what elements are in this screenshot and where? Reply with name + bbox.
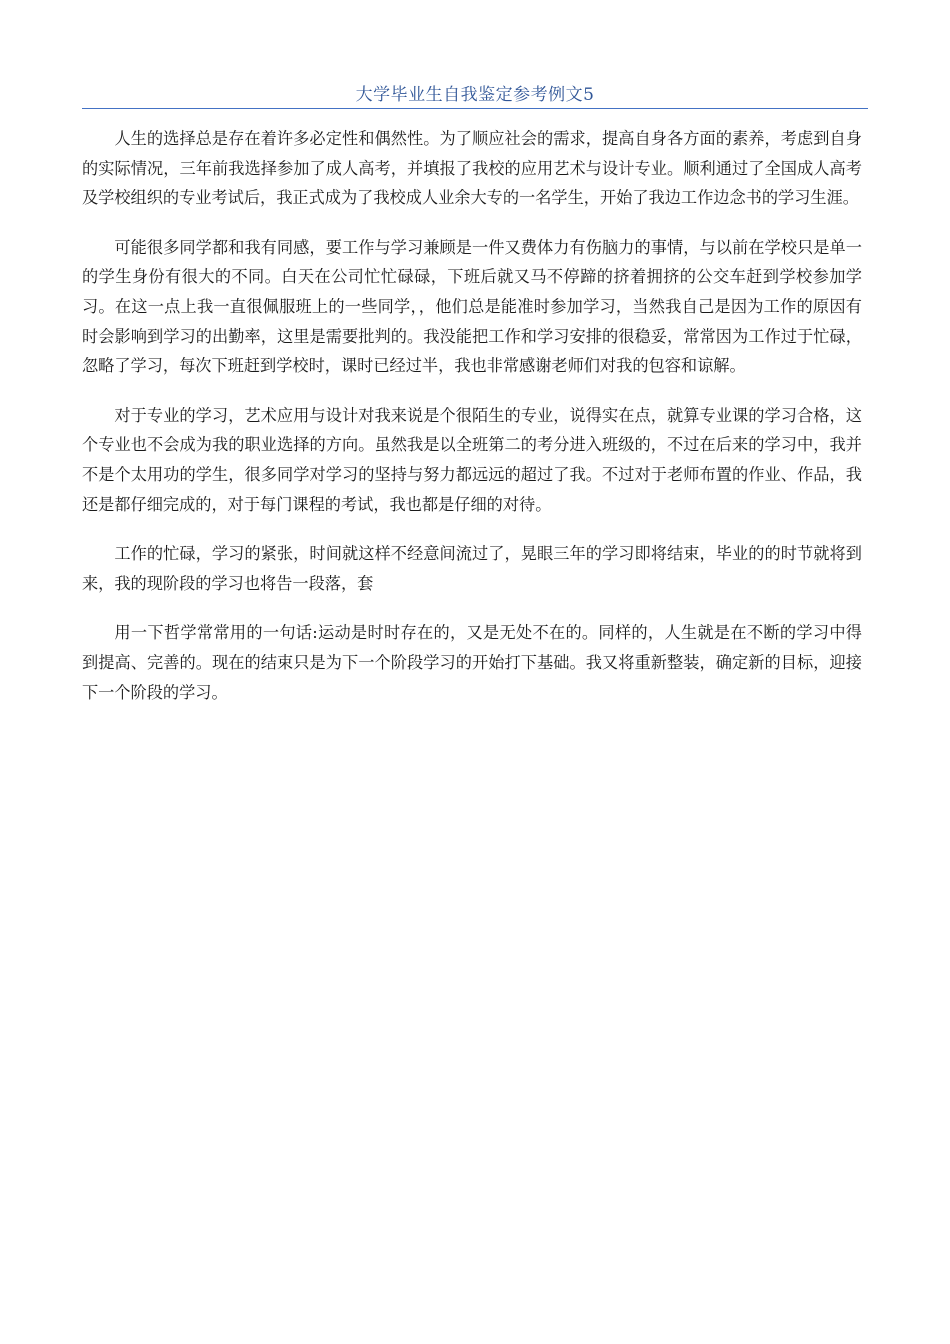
paragraph-4: 工作的忙碌，学习的紧张，时间就这样不经意间流过了，晃眼三年的学习即将结束，毕业的的时节就将到来，我的现阶段的学习也将告一段落，套 bbox=[82, 544, 862, 593]
paragraph-2: 可能很多同学都和我有同感，要工作与学习兼顾是一件又费体力有伤脑力的事情，与以前在学校只是单一的学生身份有很大的不同。白天在公司忙忙碌碌，下班后就又马不停蹄的挤着拥挤的公交车赶到学校参加学习。在这一点上我一直很佩服班上的一些同学，，他们总是能准时参加学习，当然我自己是因为工作的原因有时会影响到学习的出勤率，这里是需要批判的。我没能把工作和学习安排的很稳妥，常常因为工作过于忙碌，忽略了学习，每次下班赶到学校时，课时已经过半，我也非常感谢老师们对我的包容和谅解。 bbox=[82, 237, 862, 376]
paragraph-5: 用一下哲学常常用的一句话:运动是时时存在的，又是无处不在的。同样的，人生就是在不断的学习中得到提高、完善的。现在的结束只是为下一个阶段学习的开始打下基础。我又将重新整装，确定新的目标，迎接下一个阶段的学习。 bbox=[82, 623, 862, 702]
header-title: 大学毕业生自我鉴定参考例文5 bbox=[355, 85, 595, 105]
header-divider bbox=[82, 108, 868, 109]
paragraph-3: 对于专业的学习，艺术应用与设计对我来说是个很陌生的专业，说得实在点，就算专业课的学习合格，这个专业也不会成为我的职业选择的方向。虽然我是以全班第二的考分进入班级的，不过在后来的学习中，我并不是个太用功的学生，很多同学对学习的坚持与努力都远远的超过了我。不过对于老师布置的作业、作品，我还是都仔细完成的，对于每门课程的考试，我也都是仔细的对待。 bbox=[82, 405, 862, 514]
page-header bbox=[82, 84, 868, 106]
document-body bbox=[82, 124, 862, 727]
paragraph-1: 人生的选择总是存在着许多必定性和偶然性。为了顺应社会的需求，提高自身各方面的素养，考虑到自身的实际情况，三年前我选择参加了成人高考，并填报了我校的应用艺术与设计专业。顺利通过了全国成人高考及学校组织的专业考试后，我正式成为了我校成人业余大专的一名学生，开始了我边工作边念书的学习生涯。 bbox=[82, 129, 862, 208]
